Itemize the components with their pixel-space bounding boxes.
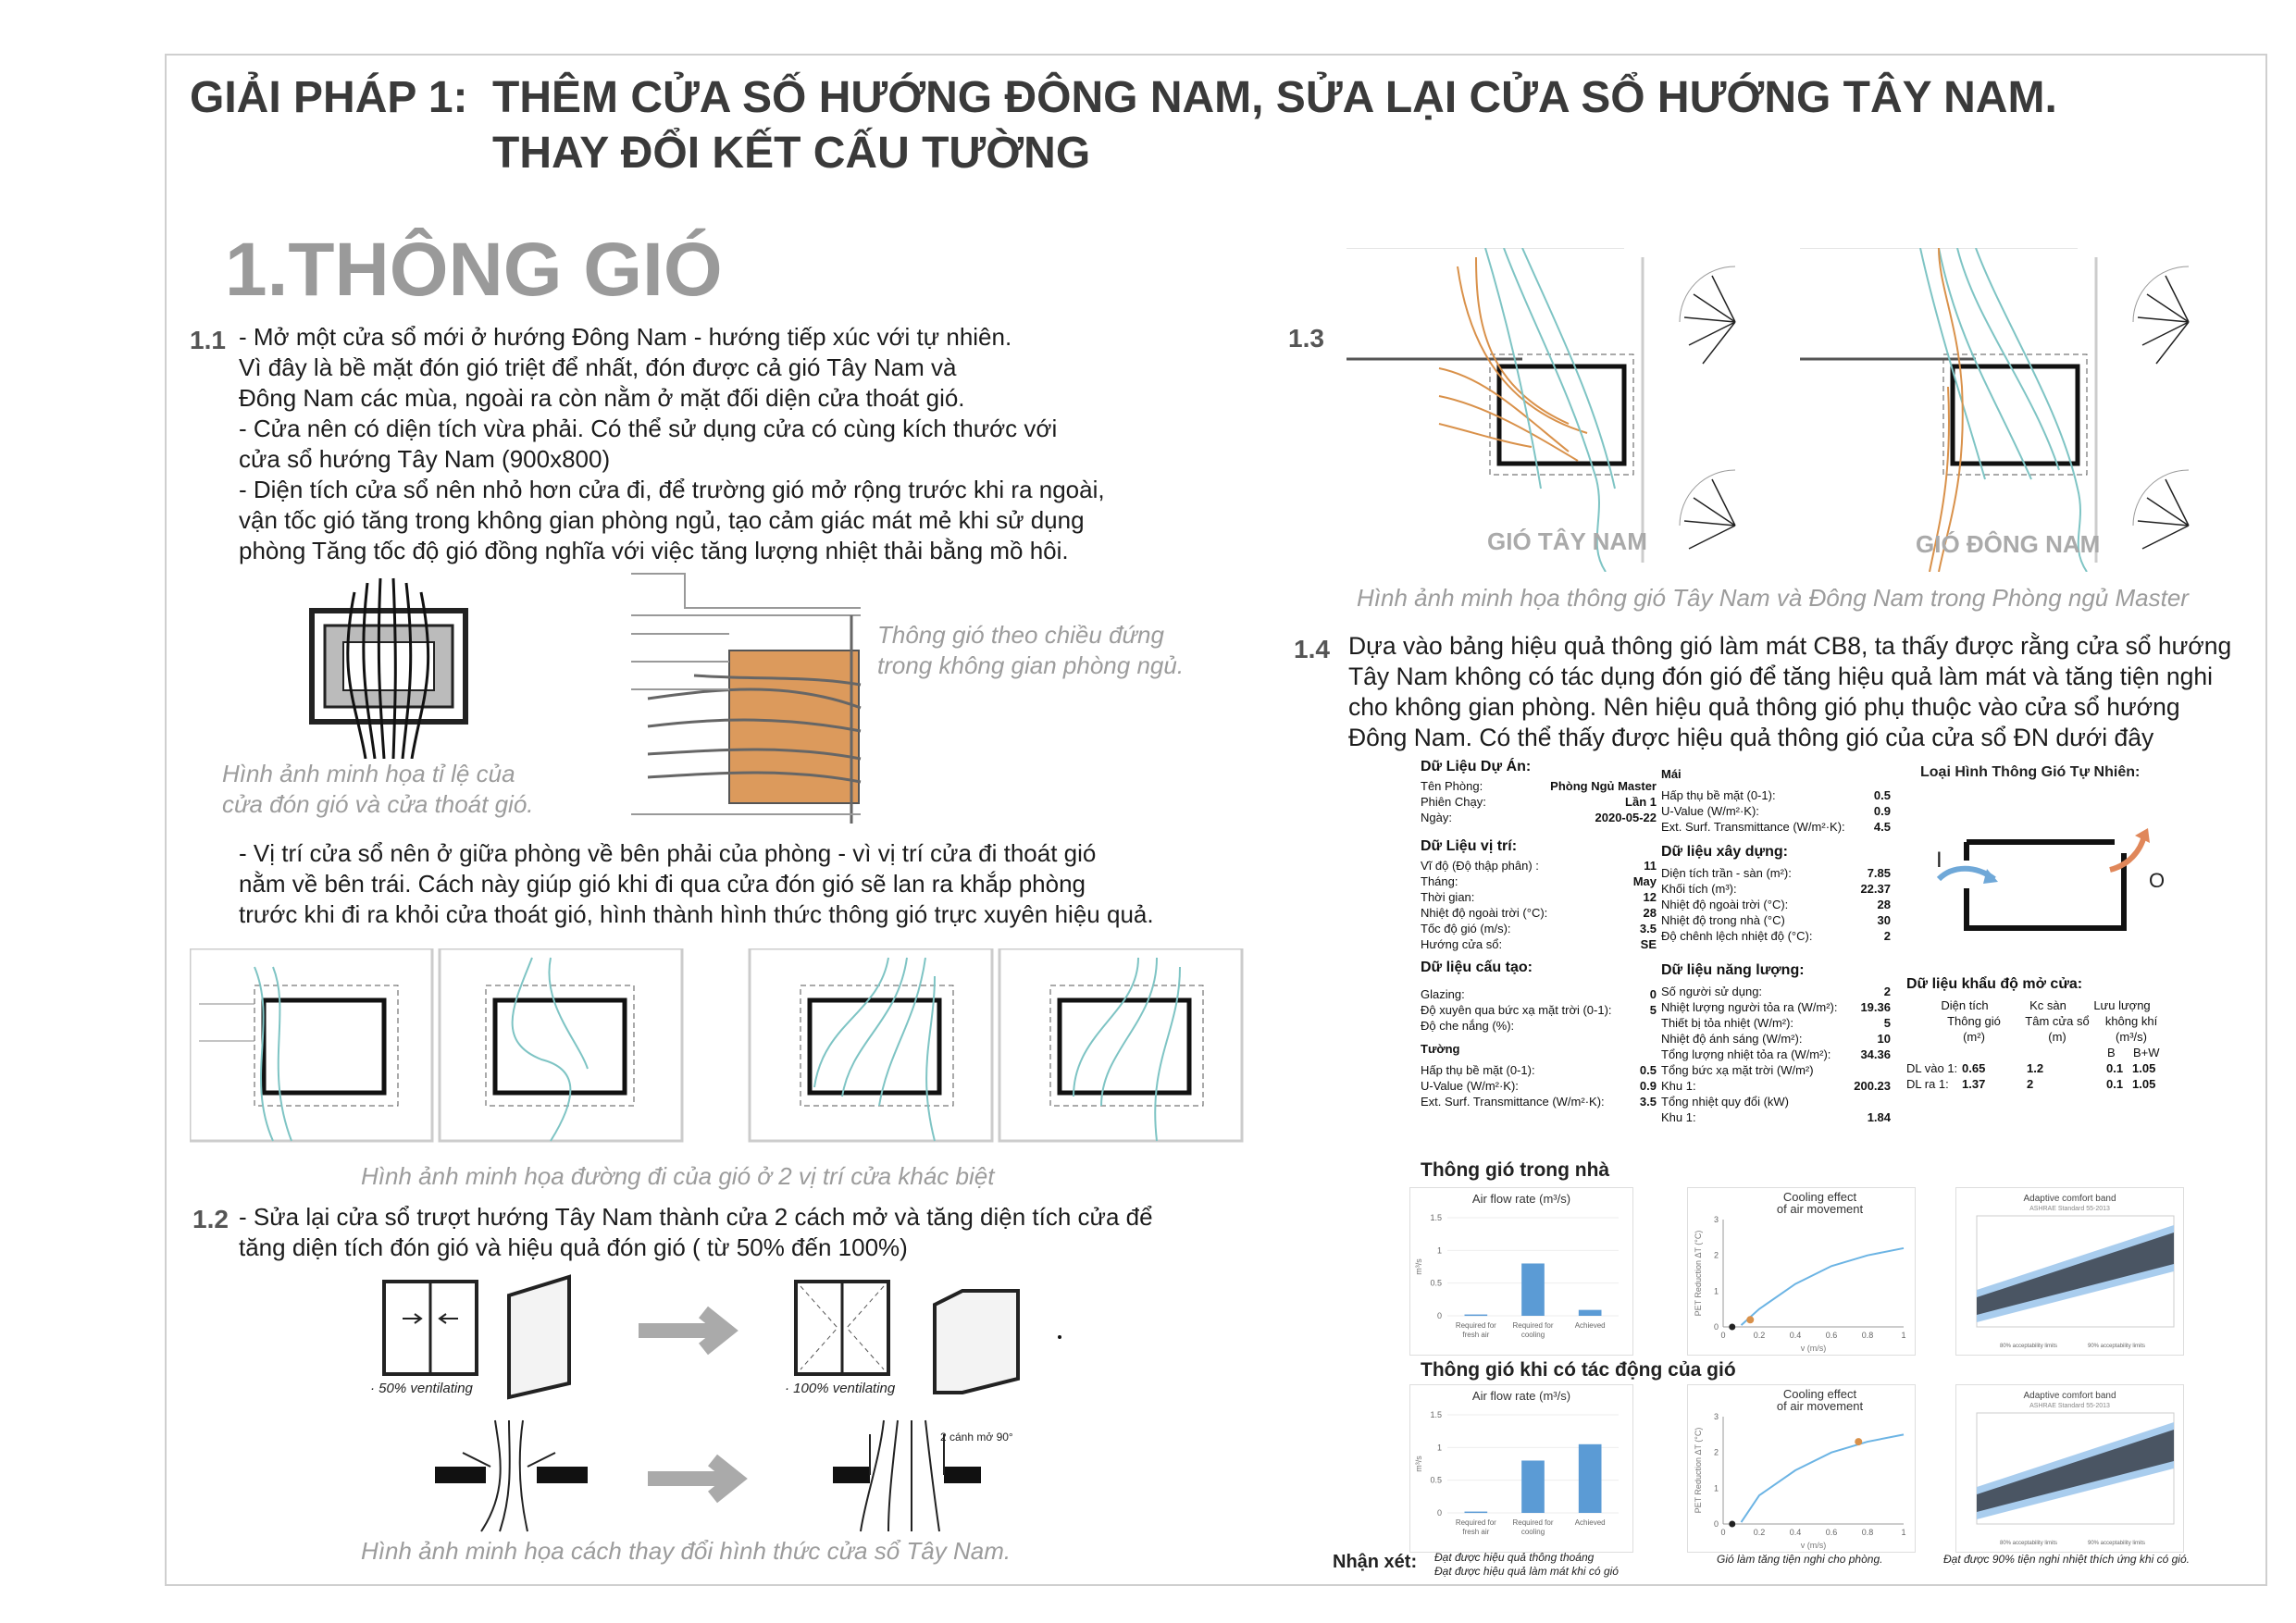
natural-i-label: I [1936, 848, 1942, 873]
bar-y-tick: 1.5 [1430, 1213, 1442, 1222]
cooling-y-label: PET Reduction ΔT (°C) [1694, 1230, 1703, 1317]
opening-table: Dữ liệu khẩu độ mở cửa: Diện tích Kc sàn Lưu lượng Thông gió Tâm cửa sổ không khí (m²) (m) (m³/s) B B+W DL vào 1: 0.65 1.2 0.1 1.05 DL ra 1: 1.37 2 0.1 1.05 [1906, 976, 2160, 1091]
remark-1: Đạt được hiệu quả thông thoáng Đạt được hiệu quả làm mát khi có gió [1434, 1551, 1619, 1578]
label-100: · 100% ventilating [785, 1381, 896, 1396]
plan-3 [750, 948, 992, 1141]
cooling-y-tick: 2 [1713, 1250, 1719, 1260]
cooling-chart-2 [1687, 1384, 1916, 1553]
bar-y-tick: 1.5 [1430, 1410, 1442, 1419]
cooling-x-tick: 0.8 [1861, 1331, 1874, 1340]
comfort-legend-2: 90% acceptability limits [2088, 1541, 2146, 1546]
s11-text-2: - Vị trí cửa sổ nên ở giữa phòng về bên phải của phòng - vì vị trí cửa đi thoát gió nằm về bên trái. Cách này giúp gió khi đi qua cửa đón gió sẽ lan ra khắp phòng trước khi đi ra khỏi cửa thoát gió, hình thành hình thức thông gió trực xuyên hiệu quả. [239, 839, 1154, 928]
bar-y-tick: 0 [1436, 1508, 1442, 1518]
bar-y-label: m³/s [1414, 1456, 1423, 1472]
label-2canh: 2 cánh mở 90° [940, 1431, 1013, 1443]
cap-ratio: Hình ảnh minh họa tỉ lệ của cửa đón gió và cửa thoát gió. [222, 760, 534, 818]
bar-label-0-b: fresh air [1462, 1528, 1490, 1536]
cooling-origin-point [1729, 1521, 1735, 1528]
cooling-x-tick: 0.8 [1861, 1528, 1874, 1537]
bar-0 [1465, 1512, 1488, 1514]
cooling-y-tick: 2 [1713, 1447, 1719, 1457]
table-col-2: Mái Hấp thụ bề mặt (0-1): 0.5 U-Value (W/m²·K): 0.9 Ext. Surf. Transmittance (W/m²·K): 4.5 Dữ liệu xây dựng: Diện tích trần - sàn (m²): 7.85 Khối tích (m³): 22.37 Nhiệt độ ngoài trời (°C): 28 Nhiệt độ trong nhà (°C) 30 Độ chênh lệch nhiệt độ (°C): 2 Dữ liệu năng lượng: Số người sử dụng: 2 Nhiệt lượng người tỏa ra (W/m²): 19.36 Thiết bị tỏa nhiệt (W/m²): 5 Nhiệt độ ánh sáng (W/m²): 10 Tổng lượng nhiệt tỏa ra (W/m²): 34.36 Tổng bức xạ mặt trời (W/m²) Khu 1: 200.23 Tổng nhiệt quy đổi (kW) Khu 1: 1.84 [1661, 767, 1891, 1124]
cooling-y-tick: 1 [1713, 1483, 1719, 1493]
cooling-curve [1742, 1248, 1905, 1325]
cooling-x-tick: 0 [1720, 1331, 1726, 1340]
cooling-x-tick: 1 [1901, 1331, 1906, 1340]
cooling-x-label: v (m/s) [1800, 1541, 1827, 1550]
comfort-chart-1 [1955, 1187, 2184, 1356]
cooling-x-tick: 0.6 [1825, 1528, 1838, 1537]
airflow-chart-1 [1409, 1187, 1633, 1356]
bar-label-1-b: cooling [1520, 1528, 1545, 1536]
bar-y-tick: 0.5 [1430, 1278, 1442, 1288]
bar-y-label: m³/s [1414, 1258, 1423, 1275]
bar-label-0-b: fresh air [1462, 1331, 1490, 1339]
comfort-legend-1: 80% acceptability limits [2000, 1541, 2058, 1546]
cooling-y-tick: 1 [1713, 1286, 1719, 1296]
cap-ventilation: Hình ảnh minh họa thông gió Tây Nam và Đông Nam trong Phòng ngủ Master [1357, 584, 2189, 612]
cooling-x-tick: 0 [1720, 1528, 1726, 1537]
plan-1 [190, 948, 432, 1141]
comfort-subtitle: ASHRAE Standard 55-2013 [2029, 1403, 2110, 1409]
cooling-title-2: of air movement [1776, 1399, 1864, 1413]
bar-label-2-a: Achieved [1574, 1321, 1606, 1330]
bar-y-tick: 1 [1436, 1245, 1442, 1256]
cooling-y-label: PET Reduction ΔT (°C) [1694, 1427, 1703, 1514]
cooling-y-tick: 0 [1713, 1322, 1719, 1332]
bar-y-tick: 1 [1436, 1443, 1442, 1453]
header-line2: THAY ĐỔI KẾT CẤU TƯỜNG [492, 129, 1091, 178]
cooling-y-tick: 0 [1713, 1519, 1719, 1529]
ratio-diagram [301, 574, 477, 759]
plan-diagrams [190, 948, 1245, 1143]
cooling-title-2: of air movement [1776, 1202, 1864, 1216]
bar-label-1-b: cooling [1520, 1331, 1545, 1339]
cooling-y-tick: 3 [1713, 1412, 1719, 1421]
cap-window: Hình ảnh minh họa cách thay đổi hình thức cửa sổ Tây Nam. [361, 1537, 1011, 1565]
cooling-title-1: Cooling effect [1782, 1190, 1857, 1204]
cooling-x-tick: 0.4 [1789, 1528, 1802, 1537]
airflow-plan-diagram [426, 1416, 999, 1536]
indoor-title: Thông gió trong nhà [1421, 1159, 1610, 1181]
cooling-point [1746, 1316, 1754, 1323]
plan-2 [440, 948, 682, 1141]
cooling-origin-point [1729, 1324, 1735, 1331]
remark-3: Đạt được 90% tiện nghi nhiệt thích ứng khi có gió. [1943, 1553, 2190, 1566]
cooling-x-tick: 0.4 [1789, 1331, 1802, 1340]
airflow-chart-2 [1409, 1384, 1633, 1553]
bar-2 [1579, 1444, 1602, 1513]
bar-y-tick: 0.5 [1430, 1475, 1442, 1485]
s12-number: 1.2 [192, 1205, 229, 1233]
cooling-chart-1 [1687, 1187, 1916, 1356]
plan-southwest [1347, 248, 1735, 572]
table-col-1: Dữ Liệu Dự Án: Tên Phòng: Phòng Ngủ Master Phiên Chạy: Lần 1 Ngày: 2020-05-22 Dữ Liệu vị trí: Vĩ độ (Độ thập phân) : 11 Tháng: May Thời gian: 12 Nhiệt độ ngoài trời (°C): 28 Tốc độ gió (m/s): 3.5 Hướng cửa sổ: SE Dữ liệu cấu tạo: Glazing: 0 Độ xuyên qua bức xạ mặt trời (0-1): 5 Độ che nắng (%): Tường Hấp thụ bề mặt (0-1): 0.5 U-Value (W/m²·K): 0.9 Ext. Surf. Transmittance (W/m²·K): 3.5 [1421, 759, 1657, 1109]
remark-2: Gió làm tăng tiện nghi cho phòng. [1717, 1553, 1883, 1566]
comfort-chart-2 [1955, 1384, 2184, 1553]
cooling-y-tick: 3 [1713, 1215, 1719, 1224]
cap-vertical: Thông gió theo chiều đứng trong không gian phòng ngủ. [877, 621, 1185, 679]
bar-label-2-a: Achieved [1574, 1518, 1606, 1527]
bar-label-0-a: Required for [1455, 1321, 1496, 1330]
comfort-title: Adaptive comfort band [2023, 1194, 2116, 1204]
bar-1 [1521, 1460, 1545, 1513]
impact-title: Thông gió khi có tác động của gió [1421, 1359, 1736, 1381]
bar-label-1-a: Required for [1512, 1321, 1554, 1330]
label-gio-tay-nam: GIÓ TÂY NAM [1487, 527, 1647, 555]
cooling-curve [1742, 1434, 1905, 1522]
window-types-diagram [370, 1268, 1074, 1406]
remark-label: Nhận xét: [1333, 1552, 1418, 1572]
bar-label-1-a: Required for [1512, 1518, 1554, 1527]
cooling-x-tick: 0.2 [1753, 1331, 1766, 1340]
vertical-section-diagram [629, 569, 870, 824]
cap-plans: Hình ảnh minh họa đường đi của gió ở 2 vị trí cửa khác biệt [361, 1162, 995, 1190]
s12-text: - Sửa lại cửa sổ trượt hướng Tây Nam thành cửa 2 cách mở và tăng diện tích cửa để tăng diện tích đón gió và hiệu quả đón gió ( từ 50% đến 100%) [239, 1203, 1153, 1261]
comfort-subtitle: ASHRAE Standard 55-2013 [2029, 1206, 2110, 1212]
section-title: 1.THÔNG GIÓ [225, 228, 723, 312]
comfort-title: Adaptive comfort band [2023, 1391, 2116, 1401]
s14-number: 1.4 [1294, 635, 1330, 663]
natural-o-label: O [2149, 869, 2166, 892]
bar-1 [1521, 1263, 1545, 1316]
plan-4 [999, 948, 1242, 1141]
ventilation-plans [1347, 248, 2230, 572]
bar-chart-title: Air flow rate (m³/s) [1471, 1192, 1571, 1206]
natural-vent-diagram [1930, 828, 2179, 948]
s14-text: Dựa vào bảng hiệu quả thông gió làm mát CB8, ta thấy được rằng cửa sổ hướng Tây Nam không có tác dụng đón gió để tăng hiệu quả làm mát và tăng tiện nghi cho không gian phòng. Nên hiệu quả thông gió phụ thuộc vào cửa sổ hướng Đông Nam. Có thể thấy được hiệu quả thông gió của cửa sổ ĐN dưới đây [1348, 632, 2232, 751]
bar-2 [1579, 1310, 1602, 1316]
bar-label-0-a: Required for [1455, 1518, 1496, 1527]
comfort-legend-2: 90% acceptability limits [2088, 1344, 2146, 1349]
comfort-legend-1: 80% acceptability limits [2000, 1344, 2058, 1349]
label-50: · 50% ventilating [370, 1381, 473, 1396]
header-line1: THÊM CỬA SỐ HƯỚNG ĐÔNG NAM, SỬA LẠI CỬA SỔ HƯỚNG TÂY NAM. [492, 73, 2057, 122]
bar-y-tick: 0 [1436, 1311, 1442, 1320]
cooling-x-tick: 0.6 [1825, 1331, 1838, 1340]
s11-number: 1.1 [190, 326, 226, 354]
cooling-point [1855, 1438, 1862, 1445]
cooling-x-tick: 1 [1901, 1528, 1906, 1537]
cooling-x-label: v (m/s) [1800, 1344, 1827, 1353]
cooling-title-1: Cooling effect [1782, 1387, 1857, 1401]
s11-text: - Mở một cửa sổ mới ở hướng Đông Nam - hướng tiếp xúc với tự nhiên. Vì đây là bề mặt đón gió triệt để nhất, đón được cả gió Tây Nam và Đông Nam các mùa, ngoài ra còn nằm ở mặt đối diện cửa thoát gió. - Cửa nên có diện tích vừa phải. Có thể sử dụng cửa có cùng kích thước với cửa sổ hướng Tây Nam (900x800) - Diện tích cửa sổ nên nhỏ hơn cửa đi, để trường gió mở rộng trước khi ra ngoài, vận tốc gió tăng trong không gian phòng ngủ, tạo cảm giác mát mẻ khi sử dụng phòng Tăng tốc độ gió đồng nghĩa với việc tăng lượng nhiệt thải bằng mồ hôi. [239, 323, 1105, 564]
label-gio-dong-nam: GIÓ ĐÔNG NAM [1916, 530, 2101, 558]
bar-chart-title: Air flow rate (m³/s) [1471, 1389, 1571, 1403]
bar-0 [1465, 1315, 1488, 1317]
natural-title: Loại Hình Thông Gió Tự Nhiên: [1920, 764, 2141, 780]
s13-number: 1.3 [1288, 324, 1324, 353]
header-prefix: GIẢI PHÁP 1: [190, 73, 468, 122]
plan-southeast [1800, 248, 2189, 572]
cooling-x-tick: 0.2 [1753, 1528, 1766, 1537]
